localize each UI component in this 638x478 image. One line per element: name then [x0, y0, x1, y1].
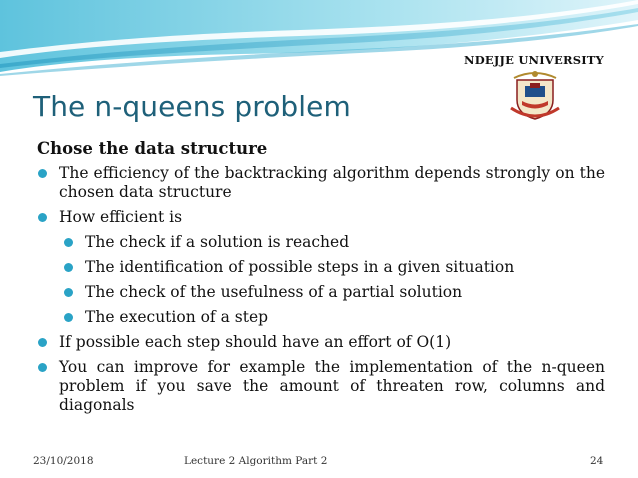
bullet-text: How efficient is [59, 208, 183, 226]
bullet-item [37, 164, 605, 202]
bullet-item [37, 358, 605, 415]
bullet-item [37, 333, 605, 352]
bullet-icon [64, 238, 73, 247]
bullet-text: The execution of a step [85, 308, 269, 326]
slide-body [37, 139, 605, 417]
bullet-icon [64, 263, 73, 272]
university-name: NDEJJE UNIVERSITY [464, 53, 604, 67]
bullet-text: The efficiency of the backtracking algorithm depends strongly on the chosen data structure [59, 164, 605, 201]
footer-page-number: 24 [590, 455, 604, 467]
sub-bullet-item [63, 283, 605, 302]
footer-date: 23/10/2018 [33, 455, 94, 467]
university-logo [458, 51, 610, 123]
university-crest-icon [508, 66, 562, 121]
bullet-icon [38, 363, 47, 372]
bullet-text: If possible each step should have an effort of O(1) [59, 333, 452, 351]
sub-bullet-item [63, 233, 605, 252]
bullet-text: The check of the usefulness of a partial solution [85, 283, 463, 301]
sub-bullet-item [63, 308, 605, 327]
bullet-icon [64, 288, 73, 297]
bullet-icon [38, 169, 47, 178]
slide-title: The n-queens problem [33, 90, 351, 123]
bullet-icon [64, 313, 73, 322]
bullet-text: The check if a solution is reached [85, 233, 350, 251]
sub-bullet-item [63, 258, 605, 277]
bullet-icon [38, 213, 47, 222]
section-subheading: Chose the data structure [37, 139, 268, 158]
footer-course: Lecture 2 Algorithm Part 2 [184, 455, 328, 467]
bullet-icon [38, 338, 47, 347]
bullet-text: The identification of possible steps in a given situation [85, 258, 515, 276]
bullet-item [37, 208, 605, 227]
bullet-text: You can improve for example the implementation of the n-queen problem if you save the amount of threaten row, columns and diagonals [59, 358, 605, 414]
